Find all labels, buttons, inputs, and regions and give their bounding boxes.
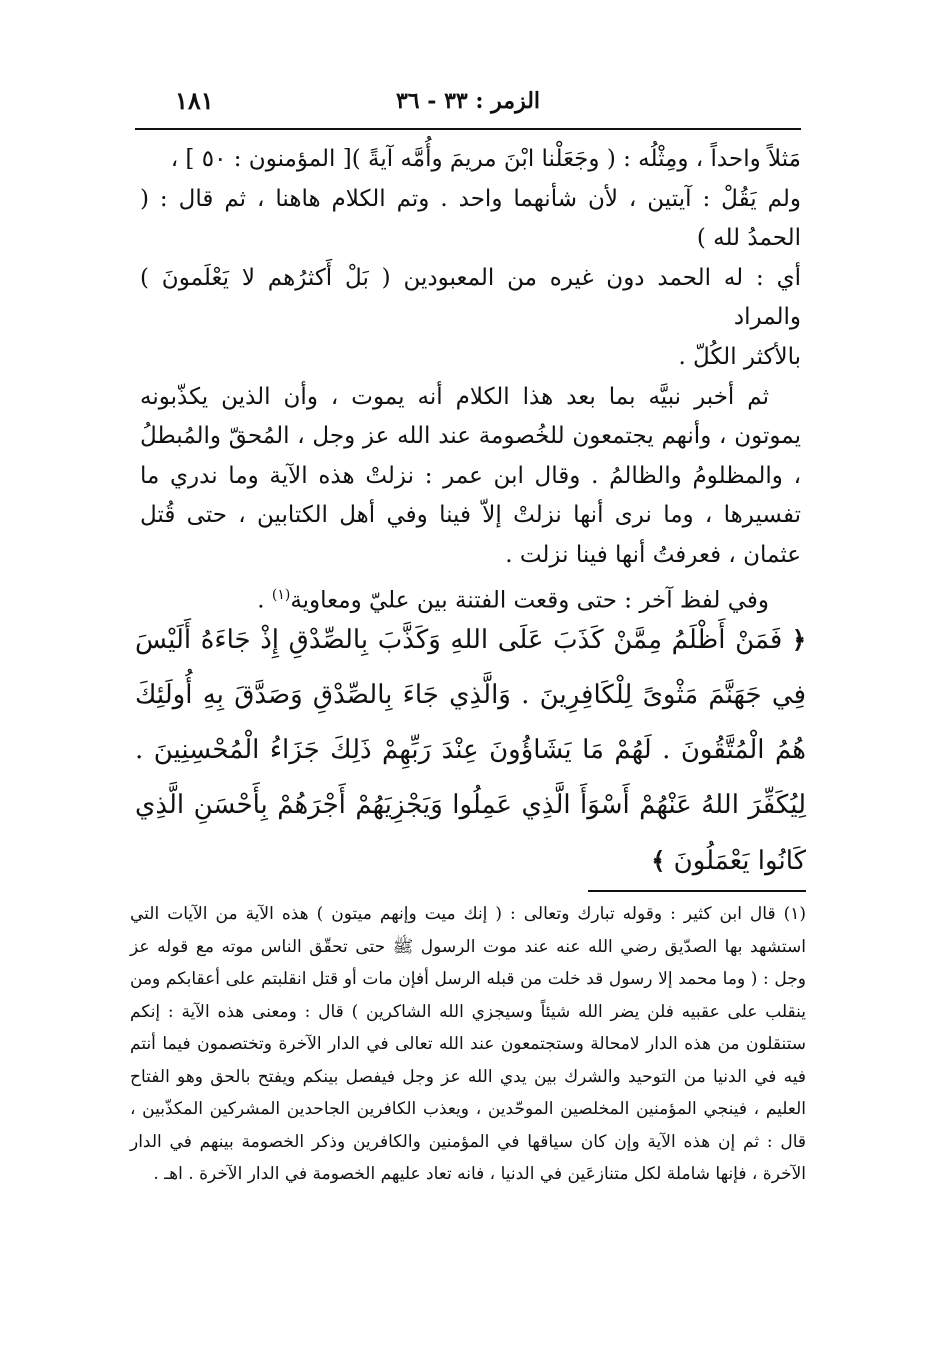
footnote-marker: (١)	[271, 586, 291, 603]
verse-close-ornament: ﴾	[651, 846, 666, 875]
paragraph-end: .	[257, 587, 272, 614]
verse-text: فَمَنْ أَظْلَمُ مِمَّنْ كَذَبَ عَلَى اللهِ وَكَذَّبَ بِالصِّدْقِ إِذْ جَاءَهُ أَلَيْسَ فِي جَهَنَّمَ مَثْوىً لِلْكَافِرِينَ . وَالَّذِي جَاءَ بِالصِّدْقِ وَصَدَّقَ بِهِ أُولَئِكَ هُمُ الْمُتَّقُونَ . لَهُمْ مَا يَشَاؤُونَ عِنْدَ رَبِّهِمْ ذَلِكَ جَزَاءُ الْمُحْسِنِينَ . لِيُكَفِّرَ اللهُ عَنْهُمْ أَسْوَأَ الَّذِي عَمِلُوا وَيَجْزِيَهُمْ أَجْرَهُمْ بِأَحْسَنِ الَّذِي كَانُوا يَعْمَلُونَ	[135, 625, 806, 876]
quran-verse-block	[135, 612, 806, 889]
text-line: أي : له الحمد دون غيره من المعبودين ( بَلْ أَكثرُهم لا يَعْلَمونَ ) والمراد	[140, 264, 801, 331]
text-line: بالأكثر الكُلّ .	[678, 343, 801, 370]
surah-reference: الزمر : ٣٣ - ٣٦	[395, 88, 541, 114]
main-text	[140, 140, 801, 621]
footnote-divider	[588, 890, 806, 892]
page-number: ١٨١	[175, 86, 214, 115]
paragraph: ثم أخبر نبيَّه بما بعد هذا الكلام أنه يموت ، وأن الذين يكذّبونه يموتون ، وأنهم يجتمعون للخُصومة عند الله عز وجل ، المُحقّ والمُبطلُ ، والمظلومُ والظالمُ . وقال ابن عمر : نزلتْ هذه الآية وما ندري ما تفسيرها ، وما نرى أنها نزلتْ إلاّ فينا وفي أهل الكتابين ، حتى قُتل عثمان ، فعرفتُ أنها فينا نزلت .	[140, 383, 801, 568]
paragraph-text: وفي لفظ آخر : حتى وقعت الفتنة بين عليّ ومعاوية	[290, 587, 769, 614]
page-header	[135, 84, 801, 130]
footnote-text: (١) قال ابن كثير : وقوله تبارك وتعالى : ( إنك ميت وإنهم ميتون ) هذه الآية من الآيات التي استشهد بها الصدّيق رضي الله عنه عند موت الرسول ﷺ حتى تحقّق الناس موته مع قوله عز وجل : ( وما محمد إلا رسول قد خلت من قبله الرسل أفإن مات أو قتل انقلبتم على أعقابكم ومن ينقلب على عقبيه فلن يضر الله شيئاً وسيجزي الله الشاكرين ) قال : ومعنى هذه الآية : إنكم ستنقلون من هذه الدار لامحالة وستجتمعون عند الله تعالى في الدار الآخرة وتختصمون فيما أنتم فيه في الدنيا من التوحيد والشرك بين يدي الله عز وجل فيفصل بينكم ويفتح بالحق وهو الفتاح العليم ، فينجي المؤمنين المخلصين الموحّدين ، ويعذب الكافرين الجاحدين المشركين المكذّبين ، قال : ثم إن هذه الآية وإن كان سياقها في المؤمنين والكافرين وذكر الخصومة بينهم في الدار الآخرة ، فإنها شاملة لكل متنازعَين في الدنيا ، فانه تعاد عليهم الخصومة في الدار الآخرة . اهـ .	[130, 904, 807, 1184]
footnote	[130, 898, 806, 1191]
verse-open-ornament: ﴿	[791, 625, 807, 654]
text-line: مَثلاً واحداً ، ومِثْلُه : ( وجَعَلْنا ابْنَ مريمَ وأُمَّه آيةً )[ المؤمنون : ٥٠ ] ،	[170, 146, 801, 172]
text-line: ولم يَقُلْ : آيتين ، لأن شأنهما واحد . وتم الكلام هاهنا ، ثم قال : ( الحمدُ لله )	[140, 185, 801, 252]
